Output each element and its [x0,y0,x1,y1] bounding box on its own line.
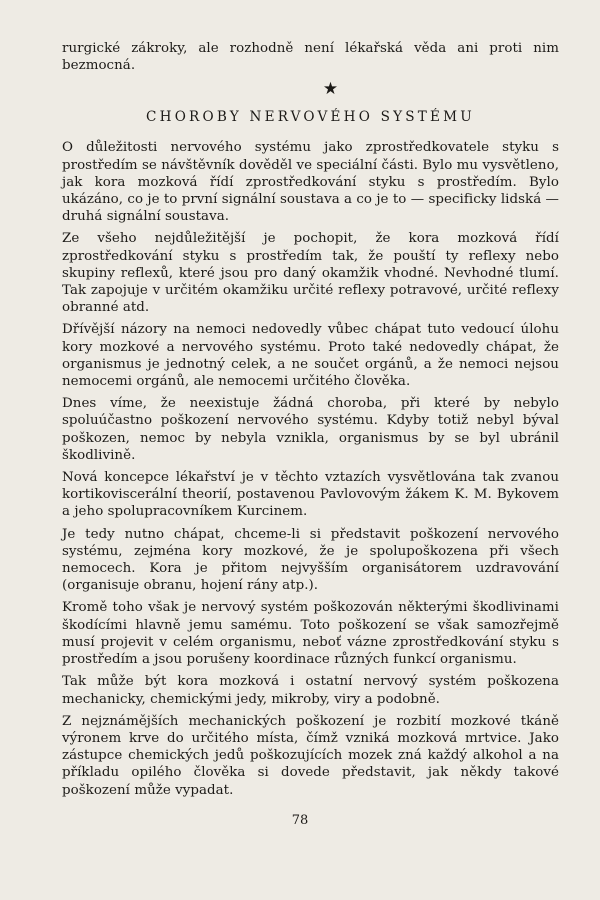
paragraph-4: Dnes víme, že neexistuje žádná choroba, při které by nebylo spoluúčastno poškození nervového systému. Kdyby totiž nebyl býval poškozen, nemoc by nebyla vznikla, organismus by se byl ubránil škodlivině. [62,396,559,463]
paragraph-3: Dřívější názory na nemoci nedovedly vůbec chápat tuto vedoucí úlohu kory mozkové a nervového systému. Proto také nedovedly chápat, že organismus je jednotný celek, a ne součet orgánů, a že nemoci nejsou nemocemi orgánů, ale nemocemi určitého člověka. [62,322,559,390]
page-number: 78 [291,813,309,828]
paragraph-9: Z nejznámějších mechanických poškození je rozbití mozkové tkáně výronem krve do určitého místa, čímž vzniká mozková mrtvice. Jako zástupce chemických jedů poškozujících mozek zná každý alkohol a na příkladu opilého člověka si dovede představit, jak někdy takové poškození může vypadat. [62,713,559,798]
page-content [62,40,559,804]
paragraph-7: Kromě toho však je nervový systém poškozován některými škodlivinami škodícími hlavně jemu samému. Toto poškození se však samozřejmě musí projevit v celém organismu, neboť vázne zprostředkování styku s prostředím a jsou porušeny koordinace různých funkcí organismu. [62,600,559,668]
paragraph-5: Nová koncepce lékařství je v těchto vztazích vysvětlována tak zvanou kortikoviscerální theorií, postavenou Pavlovovým žákem K. M. Bykovem a jeho spolupracovníkem Kurcinem. [62,470,559,520]
chapter-body [62,139,559,798]
paragraph-6: Je tedy nutno chápat, chceme-li si představit poškození nervového systému, zejména kory mozkové, že je spolupoškozena při všech nemocech. Kora je přitom nejvyšším organisátorem uzdravování (organisuje obranu, hojení rány atp.). [62,526,559,594]
chapter-title: CHOROBY NERVOVÉHO SYSTÉMU [146,109,475,126]
intro-paragraph: rurgické zákroky, ale rozhodně není lékařská věda ani proti nim bezmocná. [62,41,559,74]
paragraph-8: Tak může být kora mozková i ostatní nervový systém poškozena mechanicky, chemickými jedy, mikroby, viry a podobně. [62,674,559,707]
paragraph-1: O důležitosti nervového systému jako zprostředkovatele styku s prostředím se návštěvník dověděl ve speciální části. Bylo mu vysvětleno, jak kora mozková řídí zprostředkování styku s prostředím. Bylo ukázáno, co je to první signální soustava a co je to — specificky lidská — druhá signální soustava. [62,140,559,225]
paragraph-2: Ze všeho nejdůležitější je pochopit, že kora mozková řídí zprostředkování styku s prostředím tak, že pouští ty reflexy nebo skupiny reflexů, které jsou pro daný okamžik vhodné. Nevhodné tlumí. Tak zapojuje v určitém okamžiku určité reflexy potravové, určité reflexy obranné atd. [62,231,559,316]
star-separator-icon: ★ [322,79,339,100]
